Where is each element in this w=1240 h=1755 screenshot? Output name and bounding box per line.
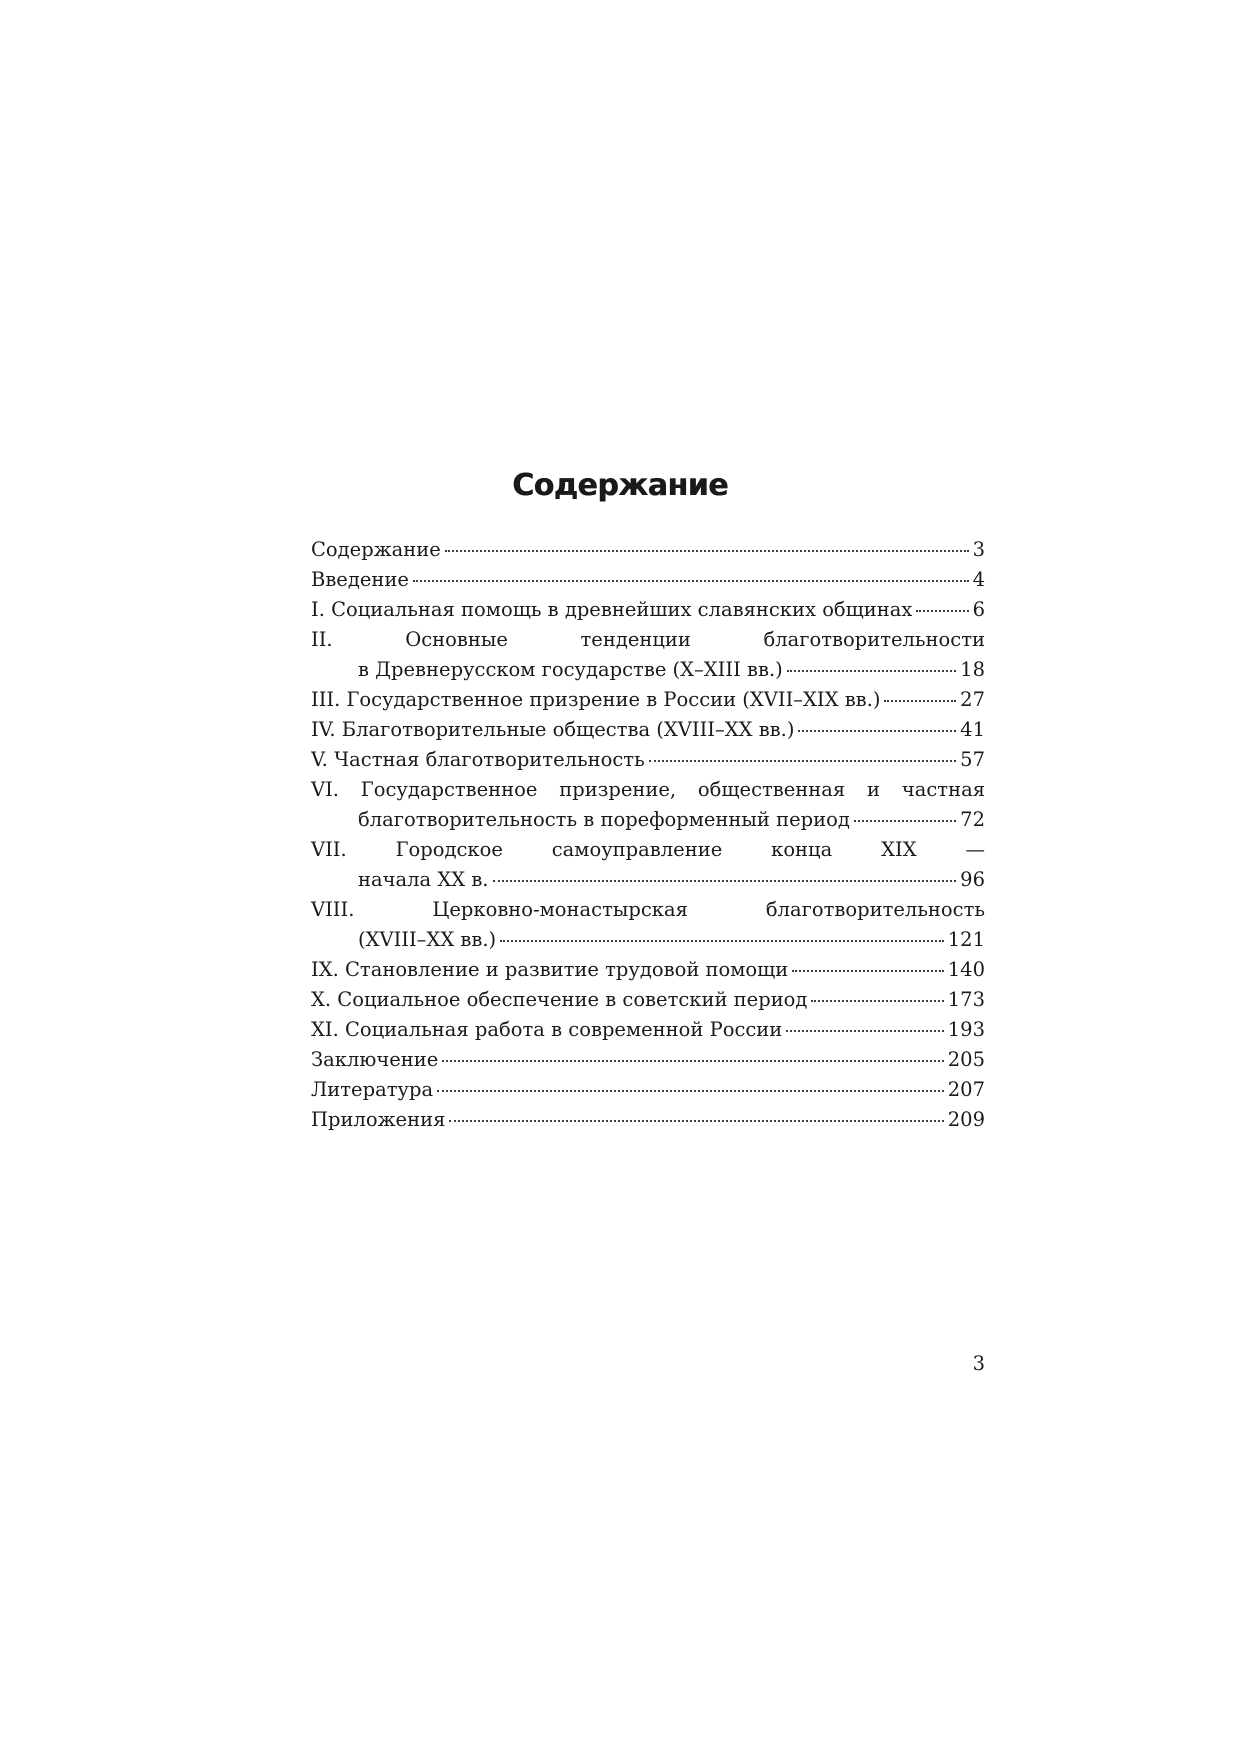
toc-entry-page: 209 (947, 1108, 985, 1131)
toc-entry-page: 193 (947, 1018, 985, 1041)
toc-entry-text: Введение (311, 568, 409, 591)
toc-entry-line (311, 1105, 985, 1135)
toc-entry-line: VIII. Церковно-монастырская благотворительность (311, 898, 985, 921)
toc-entry-text: IV. Благотворительные общества (XVIII–XX вв.) (311, 718, 795, 741)
dot-leader (500, 939, 944, 942)
toc-entry (311, 745, 985, 775)
toc-entry-line (311, 595, 985, 625)
toc-entry-text: X. Социальное обеспечение в советский период (311, 988, 808, 1011)
toc-entry-line: II. Основные тенденции благотворительности (311, 628, 985, 651)
toc-entry-text: IX. Становление и развитие трудовой помощи (311, 958, 789, 981)
toc-entry (311, 685, 985, 715)
dot-leader (442, 1059, 943, 1062)
toc-entry-text: в Древнерусском государстве (X–XIII вв.) (358, 658, 783, 681)
toc-entry (311, 1105, 985, 1135)
toc-entry-text: I. Социальная помощь в древнейших славянских общинах (311, 598, 913, 621)
toc-entry-line (311, 805, 985, 835)
toc-entry-page: 27 (960, 688, 985, 711)
toc-entry-page: 57 (960, 748, 985, 771)
toc-entry-line (311, 1075, 985, 1105)
dot-leader (916, 609, 968, 612)
toc-entry-line (311, 955, 985, 985)
toc-entry-line (311, 535, 985, 565)
toc-entry-text: (XVIII–XX вв.) (358, 928, 497, 951)
dot-leader (854, 819, 956, 822)
toc-entry (311, 625, 985, 685)
dot-leader (449, 1119, 943, 1122)
toc-entry (311, 715, 985, 745)
toc-entry-page: 205 (947, 1048, 985, 1071)
toc-entry-page: 207 (947, 1078, 985, 1101)
toc-heading: Содержание (512, 468, 728, 503)
toc-entry (311, 1015, 985, 1045)
toc-entry-line (311, 685, 985, 715)
dot-leader (792, 969, 943, 972)
toc-entry-line (311, 565, 985, 595)
toc-entry-page: 6 (972, 598, 985, 621)
dot-leader (445, 549, 969, 552)
toc-entry-line: VII. Городское самоуправление конца XIX — (311, 838, 985, 861)
toc-entry (311, 595, 985, 625)
dot-leader (884, 699, 956, 702)
table-of-contents (311, 535, 985, 1135)
toc-entry (311, 1075, 985, 1105)
toc-entry (311, 775, 985, 835)
dot-leader (798, 729, 956, 732)
dot-leader (413, 579, 969, 582)
page-number: 3 (972, 1352, 985, 1375)
toc-entry-line (311, 985, 985, 1015)
dot-leader (787, 669, 956, 672)
dot-leader (437, 1089, 944, 1092)
toc-entry (311, 835, 985, 895)
toc-entry (311, 985, 985, 1015)
toc-entry (311, 565, 985, 595)
toc-entry-page: 18 (960, 658, 985, 681)
toc-entry-page: 140 (947, 958, 985, 981)
toc-entry (311, 1045, 985, 1075)
toc-entry-page: 173 (947, 988, 985, 1011)
toc-entry-page: 3 (972, 538, 985, 561)
toc-entry-text: XI. Социальная работа в современной России (311, 1018, 783, 1041)
toc-entry-line (311, 925, 985, 955)
toc-entry-text: III. Государственное призрение в России (XVII–XIX вв.) (311, 688, 881, 711)
toc-entry-text: Приложения (311, 1108, 446, 1131)
toc-entry-text: начала XX в. (358, 868, 489, 891)
toc-entry-page: 121 (947, 928, 985, 951)
dot-leader (811, 999, 943, 1002)
toc-entry-page: 4 (972, 568, 985, 591)
toc-entry (311, 535, 985, 565)
toc-entry-line (311, 865, 985, 895)
toc-entry-text: Литература (311, 1078, 434, 1101)
dot-leader (493, 879, 957, 882)
toc-entry-line (311, 1015, 985, 1045)
toc-entry-text: Содержание (311, 538, 441, 561)
toc-entry-page: 96 (960, 868, 985, 891)
toc-entry-page: 41 (960, 718, 985, 741)
toc-entry-line: VI. Государственное призрение, общественная и частная (311, 778, 985, 801)
toc-entry-line (311, 1045, 985, 1075)
toc-entry (311, 955, 985, 985)
toc-entry-text: V. Частная благотворительность (311, 748, 645, 771)
dot-leader (786, 1029, 943, 1032)
toc-entry-line (311, 655, 985, 685)
toc-entry-line (311, 715, 985, 745)
toc-entry (311, 895, 985, 955)
toc-entry-text: благотворительность в пореформенный период (358, 808, 850, 831)
toc-entry-text: Заключение (311, 1048, 439, 1071)
toc-entry-page: 72 (960, 808, 985, 831)
toc-entry-line (311, 745, 985, 775)
dot-leader (649, 759, 956, 762)
